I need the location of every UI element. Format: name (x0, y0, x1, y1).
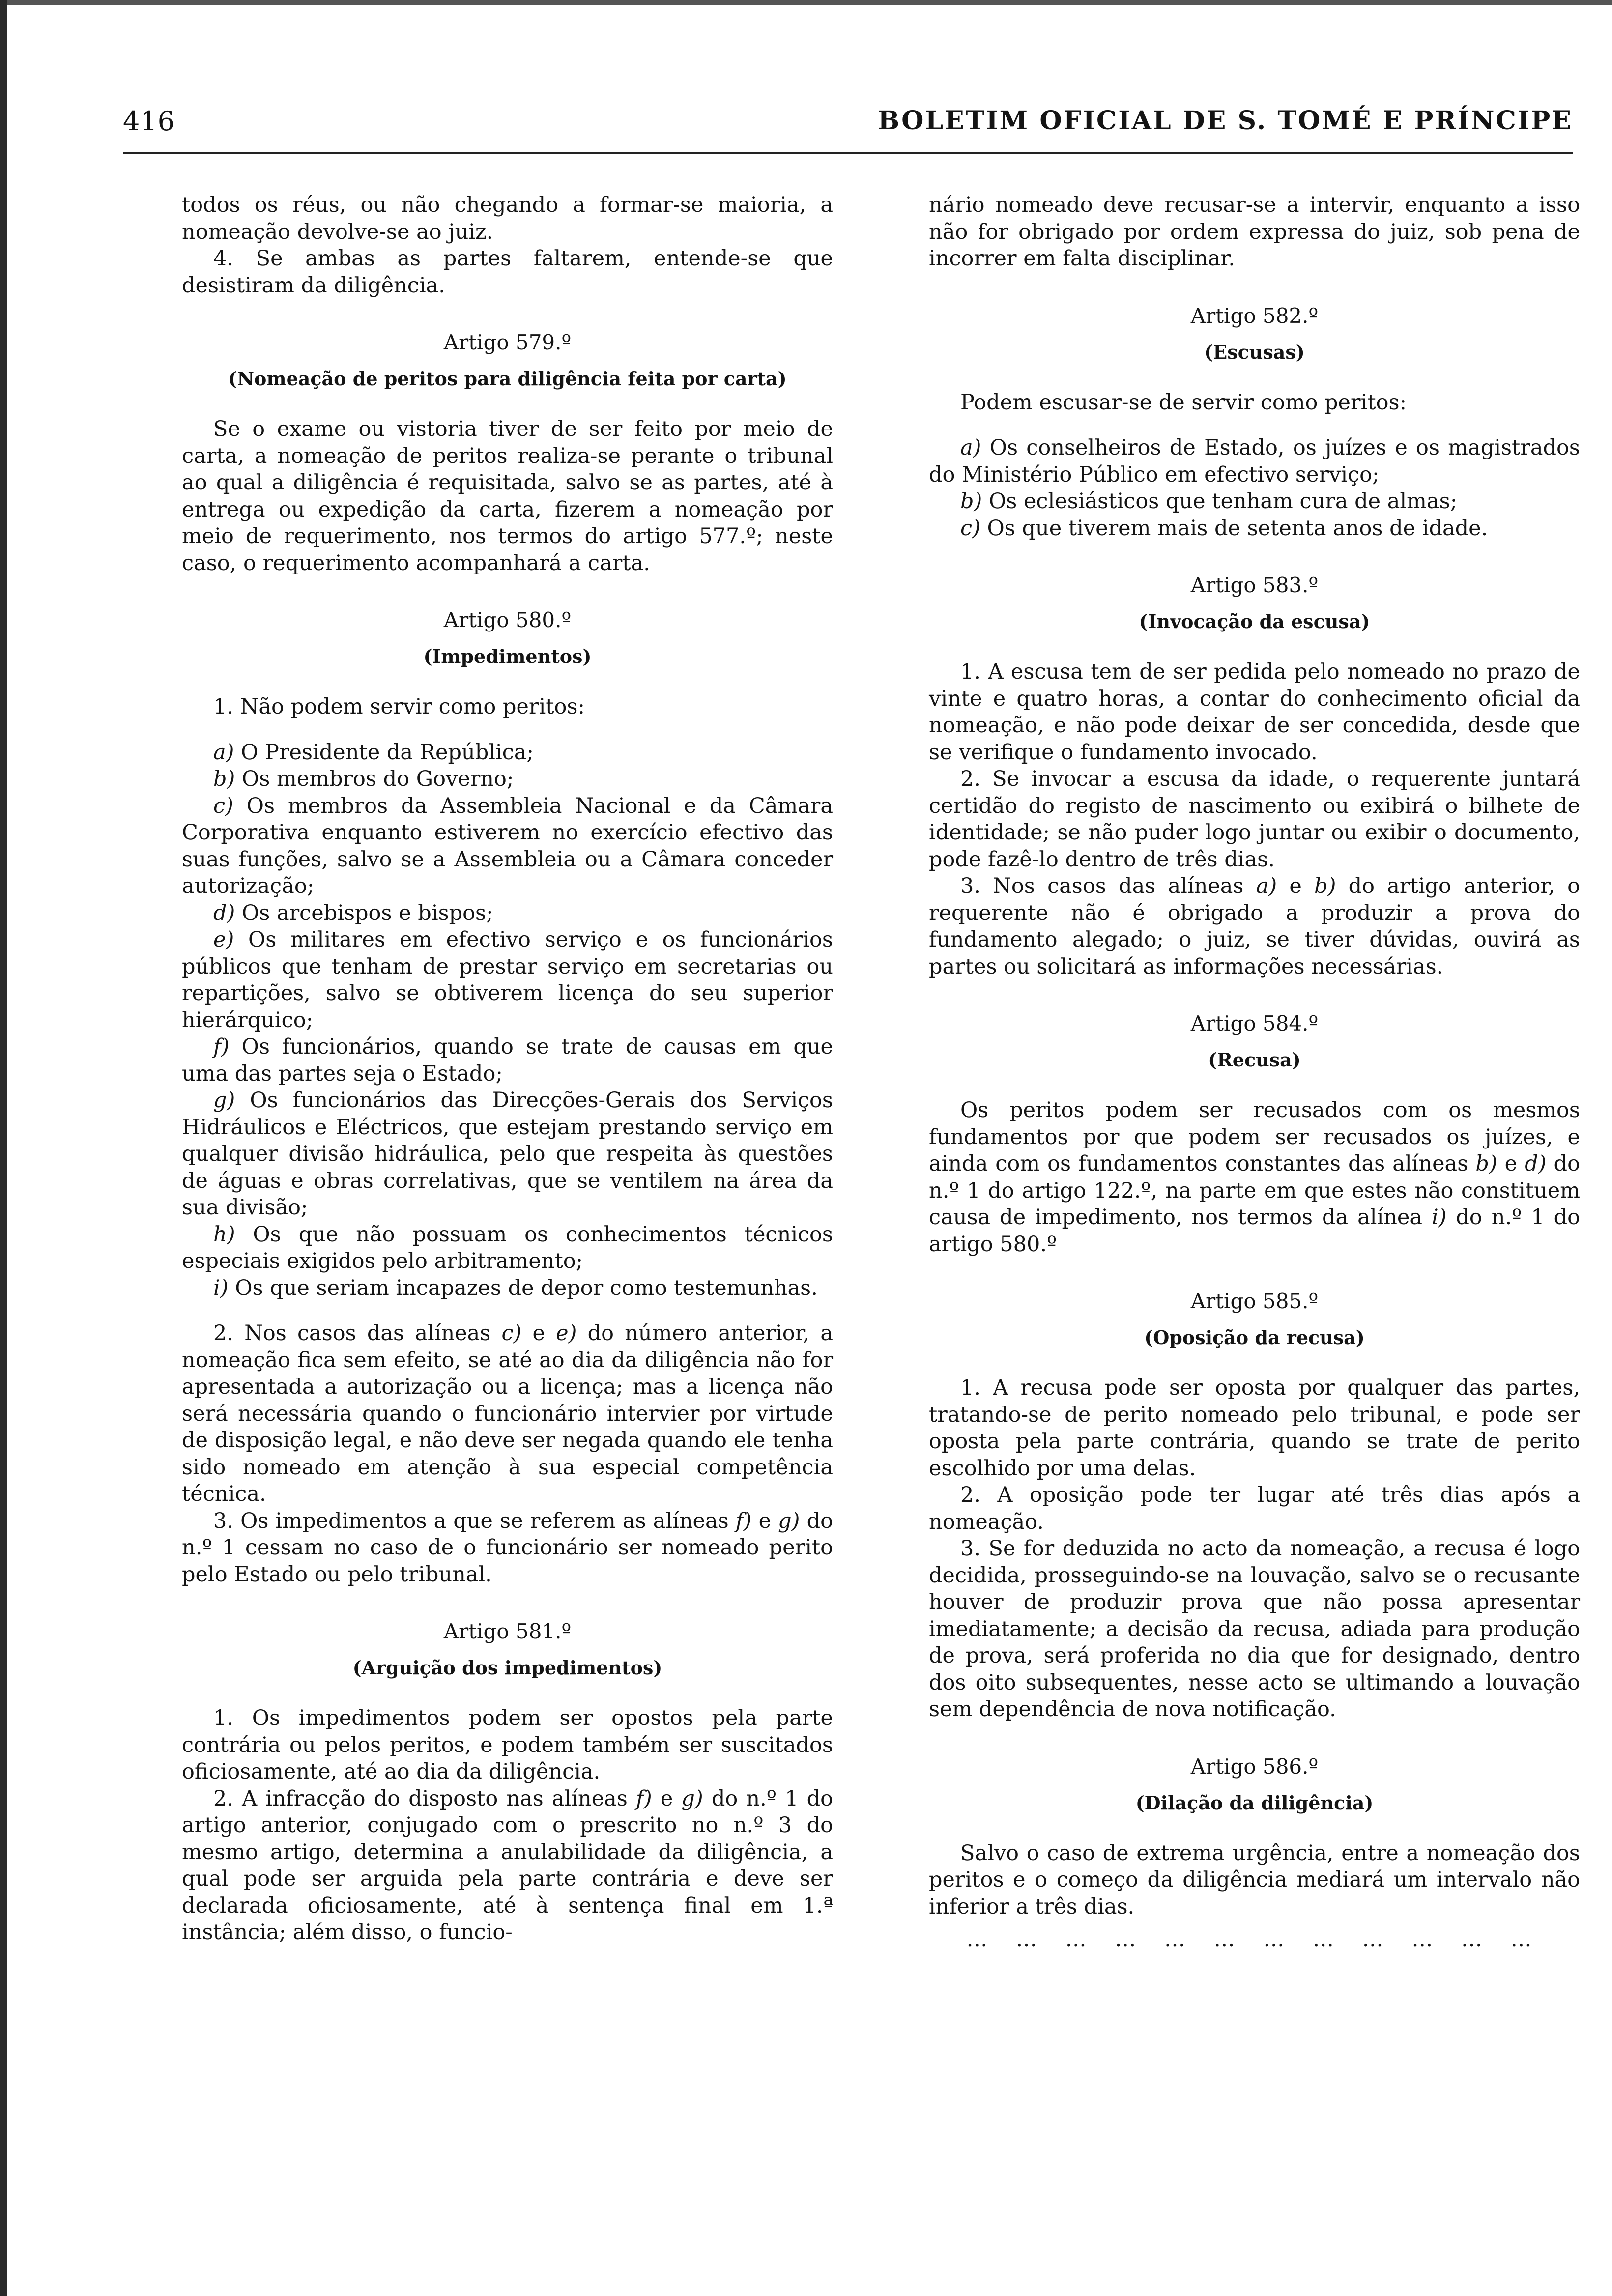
left-column (182, 192, 833, 1946)
list-item: f) Os funcionários, quando se trate de causas em que uma das partes seja o Estado; (182, 1034, 833, 1086)
paragraph: 1. Não podem servir como peritos: (213, 694, 585, 719)
list-item: g) Os funcionários das Direcções-Gerais dos Serviços Hidráulicos e Eléctricos, que estejam prestando serviço em qualquer divisão hidráulica, pelo que respeita às questões de águas e obras correlativas, que se ventilem na área da sua divisão; (182, 1088, 833, 1220)
article-heading: (Nomeação de peritos para diligência feita por carta) (228, 368, 787, 390)
article-label: Artigo 583.º (1190, 573, 1319, 597)
list-item: c) Os membros da Assembleia Nacional e da Câmara Corporativa enquanto estiverem no exercício efectivo das suas funções, salvo se a Assembleia ou a Câmara conceder autorização; (182, 793, 833, 898)
article-heading: (Arguição dos impedimentos) (352, 1657, 662, 1679)
list-item: b) Os eclesiásticos que tenham cura de almas; (960, 489, 1458, 514)
paragraph: 2. Se invocar a escusa da idade, o requerente juntará certidão do registo de nascimento ou exibirá o bilhete de identidade; se não puder logo juntar ou exibir o documento, pode fazê-lo dentro de três dias. (929, 767, 1580, 872)
paragraph: 2. Nos casos das alíneas c) e e) do número anterior, a nomeação fica sem efeito, se até ao dia da diligência não for apresentada a autorização ou a licença; mas a licença não será necessária quando o funcionário intervier por virtude de disposição legal, e não deve ser negada quando ele tenha sido nomeado em atenção à sua especial competência técnica. (182, 1321, 833, 1506)
paragraph: Salvo o caso de extrema urgência, entre a nomeação dos peritos e o começo da diligência mediará um intervalo não inferior a três dias. (929, 1840, 1580, 1919)
paragraph: 4. Se ambas as partes faltarem, entende-se que desistiram da diligência. (182, 246, 833, 298)
ellipsis-line: … … … … … … … … … … … … (966, 1927, 1543, 1952)
header-rule (123, 152, 1573, 154)
article-label: Artigo 582.º (1190, 303, 1319, 328)
article-heading: (Recusa) (1208, 1049, 1301, 1071)
paragraph: 1. A escusa tem de ser pedida pelo nomeado no prazo de vinte e quatro horas, a contar do conhecimento oficial da nomeação, e não pode deixar de ser concedida, desde que se verifique o fundamento invocado. (929, 660, 1580, 765)
page-top-edge (0, 0, 1612, 5)
paragraph: 1. A recusa pode ser oposta por qualquer das partes, tratando-se de perito nomeado pelo tribunal, e pode ser oposta pela parte contrária, quando se trate de perito escolhido por uma delas. (929, 1376, 1580, 1481)
article-heading: (Invocação da escusa) (1139, 610, 1370, 632)
paragraph: nário nomeado deve recusar-se a intervir, enquanto a isso não for obrigado por ordem expressa do juiz, sob pena de incorrer em falta disciplinar. (929, 193, 1580, 271)
list-item: a) O Presidente da República; (213, 740, 534, 765)
list-item: i) Os que seriam incapazes de depor como testemunhas. (213, 1275, 818, 1300)
list-item: h) Os que não possuam os conhecimentos técnicos especiais exigidos pelo arbitramento; (182, 1222, 833, 1273)
article-label: Artigo 579.º (443, 330, 572, 354)
article-label: Artigo 581.º (443, 1619, 572, 1643)
article-label: Artigo 580.º (443, 608, 572, 632)
article-heading: (Oposição da recusa) (1144, 1326, 1365, 1349)
paragraph: 3. Se for deduzida no acto da nomeação, a recusa é logo decidida, prosseguindo-se na louvação, salvo se o recusante houver de produzir prova que não possa apresentar imediatamente; a decisão da recusa, adiada para produção de prova, será proferida no dia que for designado, dentro dos oito subsequentes, nesse acto se ultimando a louvação sem dependência de nova notificação. (929, 1536, 1580, 1722)
page-header (123, 106, 1573, 150)
article-label: Artigo 586.º (1190, 1754, 1319, 1779)
paragraph: 3. Os impedimentos a que se referem as alíneas f) e g) do n.º 1 cessam no caso de o funcionário ser nomeado perito pelo Estado ou pelo tribunal. (182, 1508, 833, 1587)
paragraph: 2. A oposição pode ter lugar até três dias após a nomeação. (929, 1483, 1580, 1534)
page-number: 416 (123, 106, 175, 137)
paragraph: Podem escusar-se de servir como peritos: (960, 390, 1407, 415)
list-item: a) Os conselheiros de Estado, os juízes e os magistrados do Ministério Público em efectivo serviço; (929, 435, 1580, 487)
article-heading: (Impedimentos) (423, 645, 592, 667)
paragraph: 2. A infracção do disposto nas alíneas f) e g) do n.º 1 do artigo anterior, conjugado com o prescrito no n.º 3 do mesmo artigo, determina a anulabilidade da diligência, a qual pode ser arguida pela parte contrária e deve ser declarada oficiosamente, até à sentença final em 1.ª instância; além disso, o funcio- (182, 1786, 833, 1945)
list-item: e) Os militares em efectivo serviço e os funcionários públicos que tenham de prestar serviço em secretarias ou repartições, salvo se obtiverem licença do seu superior hierárquico; (182, 927, 833, 1033)
paragraph: todos os réus, ou não chegando a formar-se maioria, a nomeação devolve-se ao juiz. (182, 193, 833, 244)
article-label: Artigo 584.º (1190, 1011, 1319, 1035)
list-item: d) Os arcebispos e bispos; (213, 900, 493, 925)
article-label: Artigo 585.º (1190, 1289, 1319, 1313)
page-left-edge (0, 0, 7, 2296)
article-heading: (Dilação da diligência) (1135, 1791, 1374, 1814)
list-item: b) Os membros do Governo; (213, 767, 514, 791)
publication-title: BOLETIM OFICIAL DE S. TOMÉ E PRÍNCIPE (878, 106, 1573, 136)
paragraph: Se o exame ou vistoria tiver de ser feito por meio de carta, a nomeação de peritos realiza-se perante o tribunal ao qual a diligência é requisitada, salvo se as partes, até à entrega ou expedição da carta, fizerem a nomeação por meio de requerimento, nos termos do artigo 577.º; neste caso, o requerimento acompanhará a carta. (182, 417, 833, 575)
article-heading: (Escusas) (1204, 341, 1305, 363)
paragraph: Os peritos podem ser recusados com os mesmos fundamentos por que podem ser recusados os juízes, e ainda com os fundamentos constantes das alíneas b) e d) do n.º 1 do artigo 122.º, na parte em que estes não constituem causa de impedimento, nos termos da alínea i) do n.º 1 do artigo 580.º (929, 1098, 1580, 1257)
list-item: c) Os que tiverem mais de setenta anos de idade. (960, 516, 1488, 541)
paragraph: 3. Nos casos das alíneas a) e b) do artigo anterior, o requerente não é obrigado a produzir a prova do fundamento alegado; o juiz, se tiver dúvidas, ouvirá as partes ou solicitará as informações necessárias. (929, 874, 1580, 979)
right-column (929, 192, 1580, 1952)
paragraph: 1. Os impedimentos podem ser opostos pela parte contrária ou pelos peritos, e podem também ser suscitados oficiosamente, até ao dia da diligência. (182, 1706, 833, 1784)
